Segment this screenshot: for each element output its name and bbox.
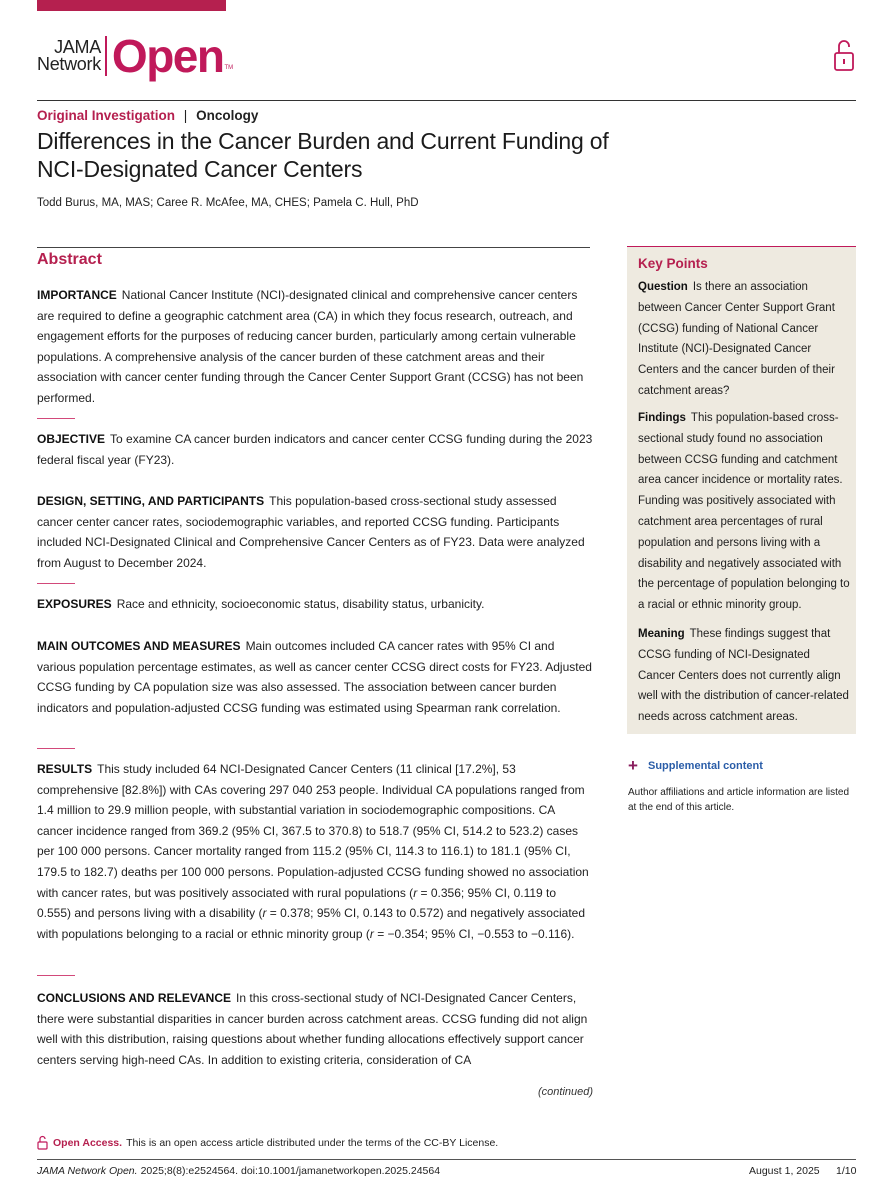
- conclusions-label: CONCLUSIONS AND RELEVANCE: [37, 991, 232, 1005]
- findings-label: Findings: [638, 412, 686, 424]
- header-divider: [37, 100, 856, 101]
- logo-line-jama: JAMA: [54, 37, 101, 57]
- logo-wordmark: [37, 39, 101, 73]
- open-access-text: This is an open access article distributed under the terms of the CC-BY License.: [126, 1136, 499, 1149]
- article-title: Differences in the Cancer Burden and Current Funding of NCI-Designated Cancer Centers: [37, 128, 609, 182]
- citation-line: [37, 1165, 440, 1177]
- importance-label: IMPORTANCE: [37, 288, 117, 302]
- supplemental-content-label: Supplemental content: [648, 759, 763, 772]
- article-subject[interactable]: Oncology: [196, 108, 259, 123]
- objective-text: To examine CA cancer burden indicators and cancer center CCSG funding during the 2023 federal fiscal year (FY23).: [37, 432, 593, 467]
- footer-divider: [37, 1159, 856, 1160]
- abstract-objective: [37, 429, 593, 470]
- article-category: [37, 107, 258, 125]
- open-access-label[interactable]: Open Access.: [53, 1136, 123, 1149]
- supplemental-content-link[interactable]: [628, 757, 763, 774]
- publication-date: August 1, 2025: [749, 1165, 820, 1177]
- correlation-symbol: r: [262, 906, 267, 921]
- key-points-findings: [638, 408, 850, 616]
- logo-open-text: Open: [111, 30, 224, 82]
- article-type[interactable]: Original Investigation: [37, 108, 176, 123]
- abstract-design: [37, 491, 593, 573]
- continued-note: (continued): [538, 1086, 594, 1098]
- abstract-outcomes: [37, 636, 593, 718]
- exposures-text: Race and ethnicity, socioeconomic status, disability status, urbanicity.: [116, 597, 485, 611]
- objective-label: OBJECTIVE: [37, 432, 106, 446]
- abstract-divider: [37, 247, 590, 248]
- section-separator: [37, 583, 75, 584]
- results-text-a: This study included 64 NCI-Designated Cancer Centers (11 clinical [17.2%], 53 comprehensive [82.8%]) with CAs covering 297 040 253 people. Individual CA populations ranged from 1.4 million to 29.9 million people, with substantial variation in sociodemographic compositions. CA cancer incidence ranged from 369.2 (95% CI, 367.5 to 370.8) to 518.7 (95% CI, 514.2 to 523.2) cases per 100 000 persons. Cancer mortality ranged from 115.2 (95% CI, 114.3 to 116.1) to 181.1 (95% CI, 179.5 to 182.7) deaths per 100 000 persons. Population-adjusted CCSG funding showed no association with cancer rates, but was positively associated with rural populations (: [37, 762, 589, 900]
- findings-text: This population-based cross-sectional study found no association between CCSG funding and catchment area cancer incidence or mortality rates. Funding was positively associated with catchment area percentages of rural population and persons living with a disability and negatively associated with the percentage of population belonging to a racial or ethnic minority group.: [638, 412, 850, 612]
- outcomes-label: MAIN OUTCOMES AND MEASURES: [37, 639, 241, 653]
- question-label: Question: [638, 281, 688, 293]
- design-label: DESIGN, SETTING, AND PARTICIPANTS: [37, 494, 265, 508]
- results-label: RESULTS: [37, 762, 93, 776]
- results-text-d: = −0.354; 95% CI, −0.553 to −0.116).: [373, 926, 575, 941]
- citation-doi[interactable]: 2025;8(8):e2524564. doi:10.1001/jamanetworkopen.2025.24564: [140, 1165, 441, 1177]
- logo-divider: [105, 36, 107, 76]
- outcomes-text: Main outcomes included CA cancer rates with 95% CI and various population percentage estimates, as well as cancer center CCSG direct costs for FY23. Adjusted CCSG funding by CA population size was also assessed. The association between cancer burden indicators and population-adjusted CCSG funding was estimated using Spearman rank correlation.: [37, 639, 592, 715]
- exposures-label: EXPOSURES: [37, 597, 112, 611]
- abstract-results: [37, 759, 593, 944]
- page-number: 1/10: [836, 1165, 857, 1177]
- journal-logo[interactable]: [37, 30, 234, 82]
- open-access-notice: [37, 1135, 498, 1150]
- meaning-text: These findings suggest that CCSG funding of NCI-Designated Cancer Centers does not currently align well with the distribution of cancer-related needs across catchment areas.: [638, 628, 849, 724]
- results-text-b: = 0.356; 95% CI, 0.119 to 0.555) and persons living with a disability (: [37, 885, 557, 921]
- section-separator: [37, 418, 75, 419]
- section-separator: [37, 975, 75, 976]
- key-points-title: Key Points: [638, 256, 708, 271]
- meaning-label: Meaning: [638, 628, 685, 640]
- key-points-question: [638, 277, 850, 402]
- conclusions-text: In this cross-sectional study of NCI-Designated Cancer Centers, there were substantial disparities in cancer burden across catchment areas. CCSG funding did not align well with this distribution, raising questions about whether funding allocations effectively support cancer centers serving high-need CAs. In addition to existing criteria, consideration of CA: [37, 991, 588, 1067]
- design-text: This population-based cross-sectional study assessed cancer center cancer rates, sociodemographic variables, and reported CCSG funding. Participants included NCI-Designated Clinical and Comprehensive Cancer Centers as of FY23. Data were analyzed from August to December 2024.: [37, 494, 585, 570]
- logo-trademark: TM: [224, 65, 234, 71]
- journal-name: JAMA Network Open.: [37, 1165, 138, 1177]
- section-separator: [37, 748, 75, 749]
- brand-top-bar: [37, 0, 226, 11]
- question-text: Is there an association between Cancer Center Support Grant (CCSG) funding of National Cancer Institute (NCI)-Designated Cancer Centers and the cancer burden of their catchment areas?: [638, 281, 835, 397]
- logo-line-network: Network: [37, 54, 101, 74]
- key-points-box: [627, 246, 856, 734]
- author-list: Todd Burus, MA, MAS; Caree R. McAfee, MA, CHES; Pamela C. Hull, PhD: [37, 197, 419, 209]
- importance-text: National Cancer Institute (NCI)-designated clinical and comprehensive cancer centers are required to define a geographic catchment area (CA) in which they focus research, outreach, and engagement efforts for the purposes of reducing cancer burden, particularly among certain vulnerable populations. A comprehensive analysis of the cancer burden of these catchment areas and their association with cancer center funding through the Cancer Center Support Grant (CCSG) has not been performed.: [37, 288, 584, 405]
- correlation-symbol: r: [369, 926, 374, 941]
- correlation-symbol: r: [413, 885, 418, 900]
- category-separator: |: [183, 108, 188, 123]
- abstract-heading: Abstract: [37, 251, 102, 268]
- open-lock-icon: [37, 1135, 48, 1150]
- abstract-importance: [37, 285, 593, 409]
- affiliations-note: Author affiliations and article information are listed at the end of this article.: [628, 787, 850, 813]
- abstract-conclusions: [37, 988, 593, 1070]
- open-access-lock-icon[interactable]: [833, 38, 855, 72]
- plus-icon: +: [628, 756, 638, 775]
- results-text-c: = 0.378; 95% CI, 0.143 to 0.572) and negatively associated with populations belonging to a racial or ethnic minority group (: [37, 906, 586, 941]
- key-points-meaning: [638, 624, 850, 728]
- abstract-exposures: [37, 594, 593, 615]
